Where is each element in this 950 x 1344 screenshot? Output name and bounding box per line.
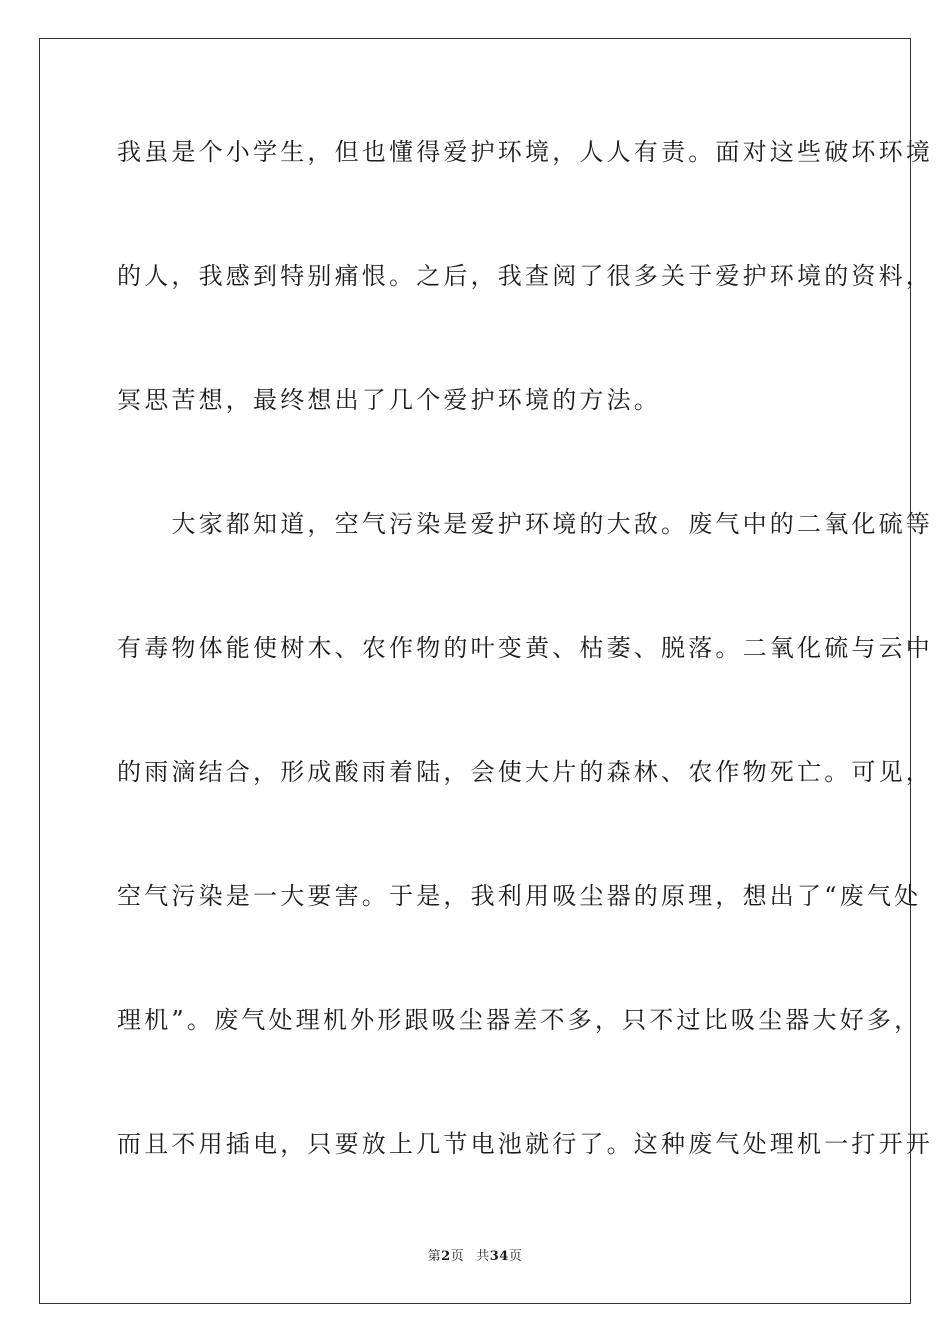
page-border [39, 38, 933, 1304]
text-line: 的雨滴结合，形成酸雨着陆，会使大片的森林、农作物死亡。可见， [117, 758, 933, 786]
text-line: 大家都知道，空气污染是爱护环境的大敌。废气中的二氧化硫等 [117, 510, 933, 538]
text-line: 有毒物体能使树木、农作物的叶变黄、枯萎、脱落。二氧化硫与云中 [117, 634, 933, 662]
page-number: 2 [441, 1249, 451, 1264]
text-line: 冥思苦想，最终想出了几个爱护环境的方法。 [117, 386, 661, 414]
text-line: 而且不用插电，只要放上几节电池就行了。这种废气处理机一打开开 [117, 1130, 933, 1158]
text-line: 我虽是个小学生，但也懂得爱护环境，人人有责。面对这些破坏环境 [117, 138, 933, 166]
text-line: 理机”。废气处理机外形跟吸尘器差不多，只不过比吸尘器大好多， [117, 1006, 922, 1034]
page-footer [0, 1248, 950, 1266]
page-number-label: 第2页 [427, 1249, 465, 1264]
text-line: 空气污染是一大要害。于是，我利用吸尘器的原理，想出了“废气处 [117, 882, 922, 910]
text-line: 的人，我感到特别痛恨。之后，我查阅了很多关于爱护环境的资料， [117, 262, 933, 290]
total-pages: 34 [489, 1249, 509, 1264]
total-pages-label: 共34页 [476, 1249, 523, 1264]
